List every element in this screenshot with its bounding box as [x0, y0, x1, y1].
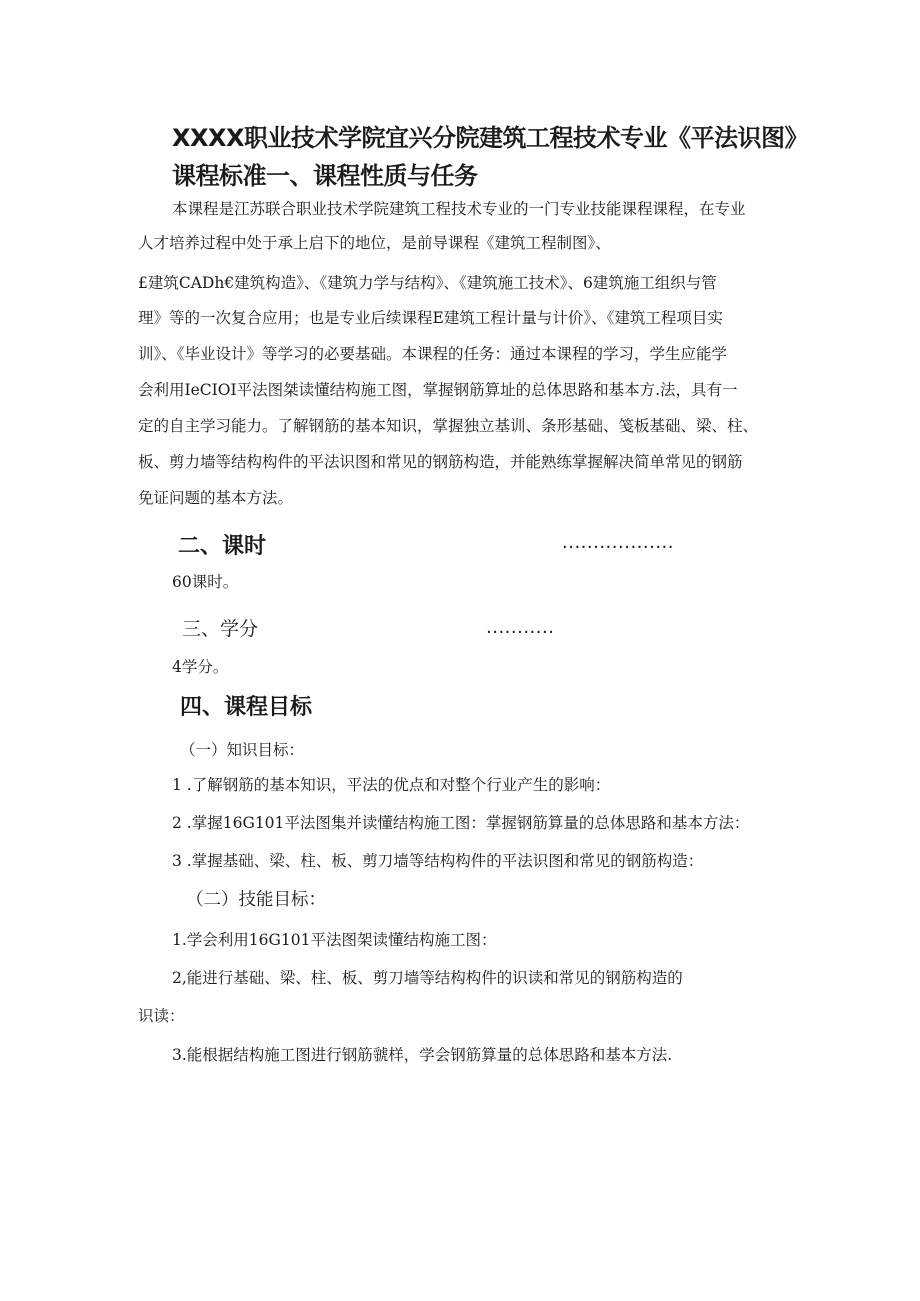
section-heading-credits: 三、学分	[182, 618, 259, 640]
paragraph-line: 定的自主学习能力。了解钢筋的基本知识，掌握独立基训、条形基础、笺板基础、梁、柱、	[138, 417, 759, 435]
class-hours-value: 60课时。	[172, 573, 239, 591]
paragraph-line: 免证问题的基本方法。	[138, 489, 294, 507]
paragraph-line: £建筑CADh€建筑构造》、《建筑力学与结构》、《建筑施工技术》、6建筑施工组织与管	[138, 274, 717, 292]
paragraph-line: 板、剪力墙等结构构件的平法识图和常见的钢筋构造，并能熟练掌握解决简单常见的钢筋	[138, 453, 743, 471]
skill-objective-item: 3.能根据结构施工图进行钢筋虢样，学会钢筋算量的总体思路和基本方法.	[172, 1046, 673, 1064]
credits-value: 4学分。	[172, 658, 229, 676]
paragraph-line: 人才培养过程中处于承上启下的地位，是前导课程《建筑工程制图》、	[138, 234, 611, 252]
document-title-line-1: XXXX职业技术学院宜兴分院建筑工程技术专业《平法识图》	[172, 124, 809, 152]
paragraph-line: 理》等的一次复合应用；也是专业后续课程E建筑工程计量与计价》、《建筑工程项目实	[138, 309, 723, 327]
knowledge-objective-item: 1 .了解钢筋的基本知识，平法的优点和对整个行业产生的影响：	[172, 776, 611, 794]
section-heading-course-objectives: 四、课程目标	[180, 695, 313, 720]
section-heading-class-hours: 二、课时	[178, 534, 267, 559]
knowledge-objective-item: 2 .掌握16G101平法图集并读懂结构施工图：掌握钢筋算量的总体思路和基本方法：	[172, 814, 750, 832]
skill-objective-item: 2,能进行基础、梁、柱、板、剪刀墙等结构构件的识读和常见的钢筋构造的	[172, 969, 683, 987]
knowledge-objectives-heading: （一）知识目标：	[180, 741, 305, 759]
paragraph-line: 本课程是江苏联合职业技术学院建筑工程技术专业的一门专业技能课程课程，在专业	[172, 200, 746, 218]
knowledge-objective-item: 3 .掌握基础、梁、柱、板、剪刀墙等结构构件的平法识图和常见的钢筋构造：	[172, 852, 704, 870]
skill-objective-item: 1.学会利用16G101平法图架读懂结构施工图：	[172, 931, 497, 949]
paragraph-line: 训》、《毕业设计》等学习的必要基础。本课程的任务：通过本课程的学习，学生应能学	[138, 345, 728, 363]
skill-objectives-heading: （二）技能目标：	[186, 890, 326, 910]
document-title-line-2: 课程标准一、课程性质与任务	[172, 162, 478, 190]
leader-dots: ...........	[486, 617, 555, 638]
skill-objective-item-continuation: 识读：	[138, 1007, 185, 1025]
leader-dots: ..................	[562, 532, 674, 553]
paragraph-line: 会利用IeCIOI平法图桀读懂结构施工图，掌握钢筋算址的总体思路和基本方.法，具有一	[138, 381, 738, 399]
